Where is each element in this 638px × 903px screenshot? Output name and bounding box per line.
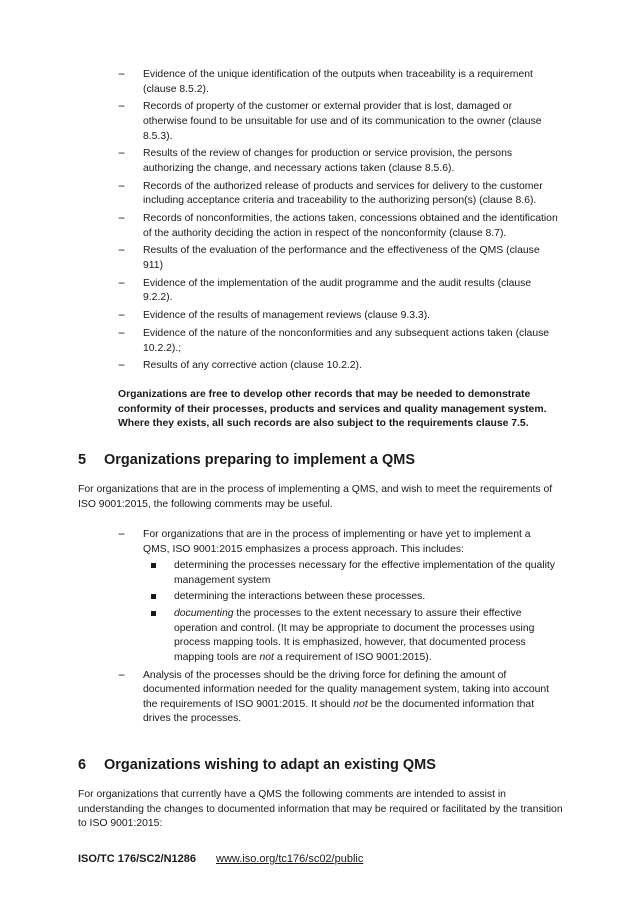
- process-approach-list: [143, 559, 558, 665]
- section-6-intro: For organizations that currently have a QMS the following comments are intended to assist in understanding the changes to documented information that may be required or facilitated by the transition to ISO 9001:2015:: [78, 789, 563, 830]
- document-id: ISO/TC 176/SC2/N1286: [78, 853, 197, 865]
- square-bullet-icon: [151, 594, 156, 599]
- section-number: 5: [78, 452, 87, 468]
- list-item: − Evidence of the unique identification of the outputs when traceability is a requirement (clause 8.5.2).: [118, 67, 533, 95]
- list-item: − Evidence of the nature of the nonconformities and any subsequent actions taken (clause 10.2.2).;: [118, 326, 550, 354]
- section-5-intro: For organizations that are in the process of implementing a QMS, and wish to meet the requirements of ISO 9001:2015, the following comments may be useful.: [78, 484, 553, 510]
- section-5-heading: [78, 452, 415, 468]
- list-item: − Records of property of the customer or external provider that is lost, damaged or otherwise found to be unsuitable for use and of its communication to the owner (clause 8.5.3).: [118, 99, 542, 142]
- list-item: − Evidence of the implementation of the audit programme and the audit results (clause 9.2.2).: [118, 275, 532, 304]
- section-6-heading: [78, 757, 436, 773]
- square-bullet-icon: [151, 563, 156, 568]
- records-note: Organizations are free to develop other records that may be needed to demonstrate conformity of their processes, products and services and quality management system. Where they exists, all such records are also subject to the requirements clause 7.5.: [118, 389, 547, 430]
- dash-bullet-icon: −: [118, 178, 126, 193]
- list-item: determining the processes necessary for the effective implementation of the quality management system: [143, 559, 558, 588]
- dash-bullet-icon: −: [118, 275, 126, 290]
- footer-url-link[interactable]: www.iso.org/tc176/sc02/public: [216, 853, 364, 865]
- dash-bullet-icon: −: [118, 243, 126, 258]
- list-item: − Records of nonconformities, the actions taken, concessions obtained and the identification of the authority deciding the action in respect of the nonconformity (clause 8.7).: [118, 211, 558, 239]
- list-item: − Results of any corrective action (clause 10.2.2).: [118, 358, 362, 373]
- section-5-list: [118, 528, 558, 730]
- dash-bullet-icon: −: [118, 67, 126, 81]
- dash-bullet-icon: −: [118, 99, 126, 114]
- list-item: documenting the processes to the extent necessary to assure their effective operation and control. (It may be appropriate to document the processes using process mapping tools. It is emphasized, however, that documented process mapping tools are not a requirement of ISO 9001:2015).: [143, 607, 558, 665]
- dash-bullet-icon: −: [118, 667, 126, 682]
- dash-bullet-icon: −: [118, 326, 126, 340]
- dash-bullet-icon: −: [118, 358, 126, 373]
- dash-bullet-icon: −: [118, 527, 126, 541]
- dash-bullet-icon: −: [118, 146, 126, 161]
- section-title: Organizations wishing to adapt an existing QMS: [104, 757, 436, 773]
- list-item: − Results of the review of changes for production or service provision, the persons authorizing the change, and necessary actions taken (clause 8.5.6).: [118, 146, 513, 174]
- list-item: − Analysis of the processes should be the driving force for defining the amount of documented information needed for the quality management system, taking into account the requirements of ISO 9001:2015. It should not be the documented information that drives the processes.: [118, 667, 550, 725]
- section-number: 6: [78, 757, 87, 773]
- list-item: − Evidence of the results of management reviews (clause 9.3.3).: [118, 308, 431, 323]
- records-list: [118, 68, 558, 377]
- list-item: determining the interactions between these processes.: [143, 590, 558, 605]
- dash-bullet-icon: −: [118, 308, 126, 323]
- dash-bullet-icon: −: [118, 211, 126, 226]
- list-item: − For organizations that are in the process of implementing or have yet to implement a QMS, ISO 9001:2015 emphasizes a process approach. This includes: determining the processes necessary for the effective implementation of the quality management system determining the interactions between these processes. documenting the processes to the extent necessary to assure their effective operation and control. (It may be appropriate to document the processes using process mapping tools. It is emphasized, however, that documented process mapping tools are not a requirement of ISO 9001:2015).: [118, 528, 558, 665]
- list-item: − Records of the authorized release of products and services for delivery to the customer including acceptance criteria and traceability to the authorizing person(s) (clause 8.6).: [118, 178, 543, 207]
- square-bullet-icon: [151, 611, 156, 616]
- section-title: Organizations preparing to implement a QMS: [104, 452, 415, 468]
- list-item: − Results of the evaluation of the performance and the effectiveness of the QMS (clause 911): [118, 243, 540, 272]
